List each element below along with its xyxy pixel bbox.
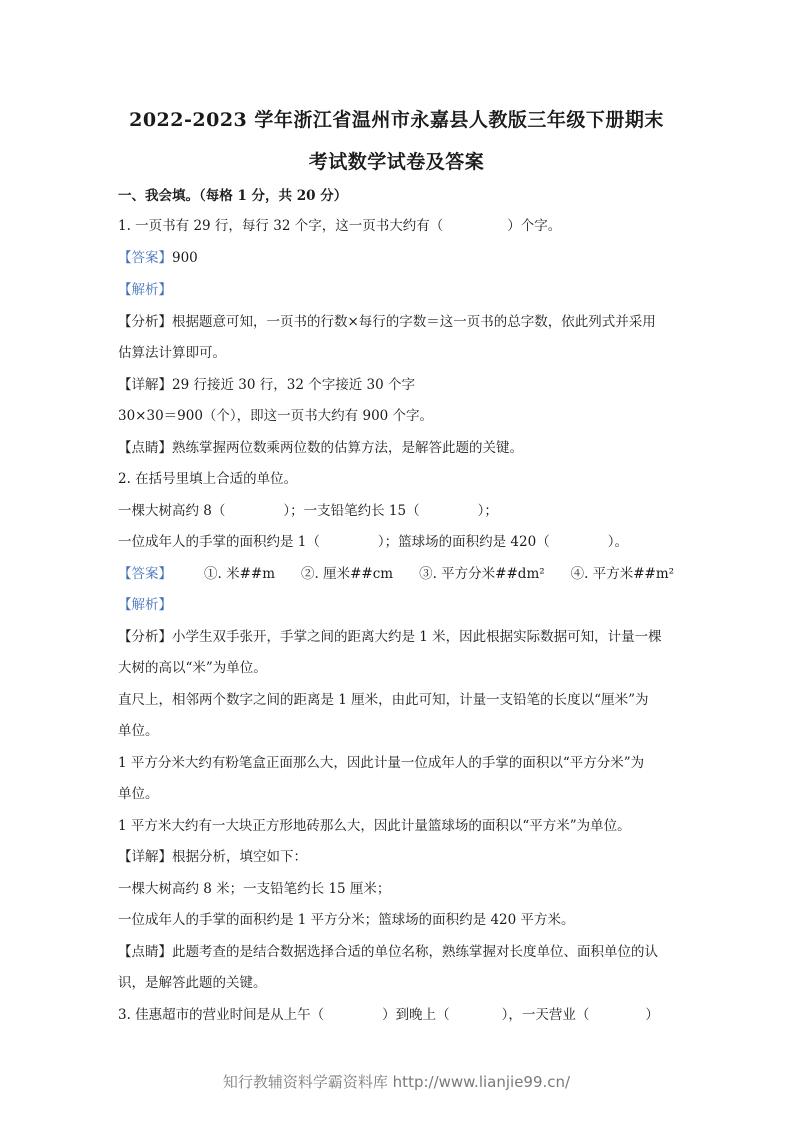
q2-dianjing-1: 【点睛】此题考查的是结合数据选择合适的单位名称，熟练掌握对长度单位、面积单位的认 — [118, 944, 658, 960]
footer-watermark: 知行教辅资料学霸资料库 http://www.lianjie99.cn/ — [222, 1073, 571, 1091]
q1-xiangjie-1: 【详解】29 行接近 30 行，32 个字接近 30 个字 — [118, 377, 415, 393]
q1-stem: 1. 一页书有 29 行，每行 32 个字，这一页书大约有（ ）个字。 — [118, 218, 562, 234]
analysis-tag: 【解析】 — [118, 597, 172, 613]
q2-p4: 1 平方米大约有一大块正方形地砖那么大，因此计量篮球场的面积以“平方米”为单位。 — [118, 818, 631, 834]
q2-p3-2: 单位。 — [118, 786, 159, 802]
q2-res-2: 一位成年人的手掌的面积约是 1 平方分米；篮球场的面积约是 420 平方米。 — [118, 912, 575, 928]
section-heading: 一、我会填。（每格 1 分，共 20 分） — [118, 188, 348, 204]
q2-dianjing-2: 识，是解答此题的关键。 — [118, 975, 267, 991]
q2-stem: 2. 在括号里填上合适的单位。 — [118, 471, 298, 487]
q2-line2: 一位成年人的手掌的面积约是 1（ ）；篮球场的面积约是 420（ ）。 — [118, 534, 628, 550]
q1-fenxi-1: 【分析】根据题意可知，一页书的行数×每行的字数＝这一页书的总字数，依此列式并采用 — [118, 314, 656, 330]
q2-xiangjie: 【详解】根据分析，填空如下： — [118, 849, 307, 865]
doc-title-line1: 2022-2023 学年浙江省温州市永嘉县人教版三年级下册期末 — [129, 109, 664, 131]
q2-res-1: 一棵大树高约 8 米；一支铅笔约长 15 厘米； — [118, 881, 391, 897]
answer-tag: 【答案】 — [118, 250, 172, 266]
analysis-tag: 【解析】 — [118, 282, 172, 298]
q1-dianjing: 【点睛】熟练掌握两位数乘两位数的估算方法，是解答此题的关键。 — [118, 440, 523, 456]
q3-stem: 3. 佳惠超市的营业时间是从上午（ ）到晚上（ ），一天营业（ ） — [118, 1007, 659, 1023]
doc-title-line2: 考试数学试卷及答案 — [308, 151, 485, 173]
answer-tag: 【答案】 — [118, 566, 172, 582]
q2-answer: 【答案】 ①. 米##m ②. 厘米##cm ③. 平方分米##dm² ④. 平方米##m² — [118, 566, 675, 582]
q2-fenxi-1: 【分析】小学生双手张开，手掌之间的距离大约是 1 米，因此根据实际数据可知，计量一棵 — [118, 629, 662, 645]
q2-p2-2: 单位。 — [118, 723, 159, 739]
q1-answer: 【答案】900 — [118, 250, 198, 266]
q1-xiangjie-2: 30×30＝900（个），即这一页书大约有 900 个字。 — [118, 408, 434, 424]
q1-fenxi-2: 估算法计算即可。 — [118, 345, 226, 361]
q2-fenxi-2: 大树的高以“米”为单位。 — [118, 660, 267, 676]
q2-p2-1: 直尺上，相邻两个数字之间的距离是 1 厘米，由此可知，计量一支铅笔的长度以“厘米”为 — [118, 692, 649, 708]
q2-line1: 一棵大树高约 8（ ）；一支铅笔约长 15（ ）； — [118, 503, 498, 519]
q2-p3-1: 1 平方分米大约有粉笔盒正面那么大，因此计量一位成年人的手掌的面积以“平方分米”为 — [118, 755, 645, 771]
